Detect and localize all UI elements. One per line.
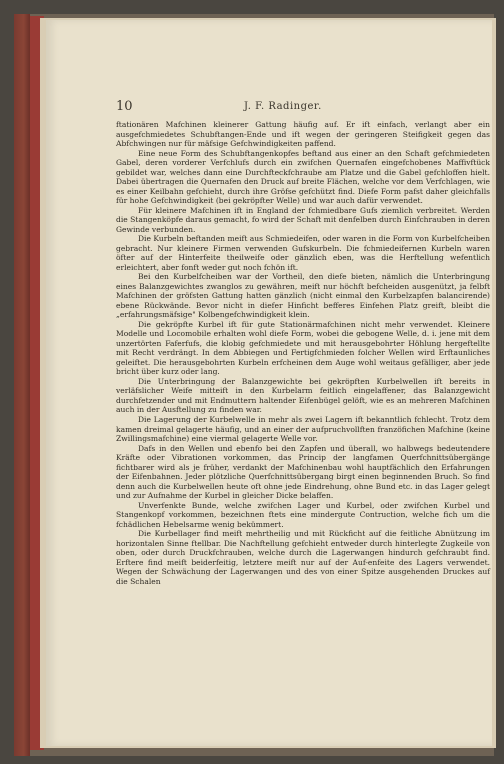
- body-text: [116, 120, 490, 586]
- page-number: 10: [116, 99, 133, 114]
- page-header: [116, 99, 486, 113]
- paragraph: Die Kurbellager find meift mehrtheilig und mit Rückficht auf die feitliche Abnützung im horizontalen Sinne ftellbar. Die Nachftellung gefchieht entweder durch hinterlegte Zugkeile von oben, oder durch Druckfchrauben, welche durch die Lagerwangen hindurch gefchraubt find. Erftere find meift beiderfeitig, letztere meift nur auf der Auf-enfeite des Lagers verwendet. Wegen der Schwächung der Lagerwangen und des von einer Spitze ausgehenden Druckes auf die Schalen: [116, 529, 490, 586]
- paragraph: Eine neue Form des Schubftangenkopfes beftand aus einer an den Schaft gefchmiedeten Gabel, deren vorderer Verfchlufs durch ein zwifchen Quernafen eingefchobenes Maffivftück gebildet war, welches dann eine Durchfteckfchraube am Platze und die Gabel gefchloffen hielt. Dabei übertragen die Quernafen den Druck auf breite Flächen, welche vor dem Verfchlagen, wie es einer Keilbahn gefchieht, durch ihre Gröfse gefchützt find. Diefe Form pafst daher gleichfalls für hohe Gefchwindigkeit (bei gekröpfter Welle) und war auch dafür verwendet.: [116, 148, 490, 206]
- paragraph: Dafs in den Wellen und ebenfo bei den Zapfen und überall, wo halbwegs bedeutendere Kräfte oder Vibrationen vorkommen, das Princip der langfamen Querfchnittsübergänge fichtbarer wird als je früher, verdankt der Mafchinenbau wohl hauptfächlich den Erfahrungen der Eifenbahnen. Jeder plötzliche Querfchnittsübergang birgt einen beginnenden Bruch. So find denn auch die Kurbelwellen heute oft ohne jede Eindrehung, ohne Bund etc. in das Lager gelegt und zur Aufnahme der Kurbel in gleicher Dicke belaffen.: [116, 443, 490, 501]
- book-spine: [14, 14, 30, 756]
- paragraph: Die Unterbringung der Balanzgewichte bei gekröpften Kurbelwellen ift bereits in verläfslicher Weife mitteift in den Kurbelarm feitlich eingelaffener, das Balanzgewicht durchfetzender und mit Endmuttern haltender Eifenbügel gelöft, wie es an mehreren Mafchinen auch in der Ausftellung zu finden war.: [116, 376, 490, 415]
- paragraph: Unverfenkte Bunde, welche zwifchen Lager und Kurbel, oder zwifchen Kurbel und Stangenkopf vorkommen, bezeichnen ftets eine mindergute Contruction, welche fich um die fchädlichen Hebelsarme wenig bekümmert.: [116, 500, 490, 529]
- paragraph: Die Lagerung der Kurbelwelle in mehr als zwei Lagern ift bekanntlich fchlecht. Trotz dem kamen dreimal gelagerte häufig, und an einer der aufpruchvollften franzöfichen Mafchine (keine Zwillingsmafchine) eine viermal gelagerte Welle vor.: [116, 414, 490, 444]
- paragraph: Für kleinere Mafchinen ift in England der fchmiedbare Gufs ziemlich verbreitet. Werden die Stangenköpfe daraus gemacht, fo wird der Schaft mit denfelben durch Einfchrauben in deren Gewinde verbunden.: [116, 205, 490, 234]
- paragraph: Die gekröpfte Kurbel ift für gute Stationärmafchinen nicht mehr verwendet. Kleinere Modelle und Locomobile erhalten wohl diefe Form, wobei die gebogene Welle, d. i. jene mit dem unzertörten Faferfufs, die klobig gefchmiedete und mit herausgebohrter Höhlung hergeftellte mit Recht verdrängt. In dem Abbiegen und Fertigfchmieden folcher Wellen wird Erftaunliches geleiftet. Die herausgebohrten Kurbeln erfcheinen dem Auge wohl weitaus gefälliger, aber jede bricht über kurz oder lang.: [116, 319, 490, 377]
- running-head: J. F. Radinger.: [244, 101, 322, 112]
- paragraph: ftationären Mafchinen kleinerer Gattung häufig auf. Er ift einfach, verlangt aber ein ausgefchmiedetes Schubftangen-Ende und ift wegen der geringeren Steifigkeit gegen das Abfchwingen nur für mäfsige Gefchwindigkeiten paffend.: [116, 120, 490, 149]
- paragraph: Bei den Kurbelfcheiben war der Vortheil, den diefe bieten, nämlich die Unterbringung eines Balanzgewichtes zwanglos zu gewähren, meift nur höchft befcheiden ausgenützt, ja felbft Mafchinen der gröfsten Gattung hatten gänzlich (nicht einmal den Kurbelzapfen balancirende) ebene Rückwände. Bevor nicht in diefer Hinficht befferes Einfehen Platz greift, bleibt die „erfahrungsmäfsige" Kolbengefchwindigkeit klein.: [116, 272, 490, 320]
- paragraph: Die Kurbeln beftanden meift aus Schmiedeifen, oder waren in die Form von Kurbelfcheiben gebracht. Nur kleinere Firmen verwenden Gufskurbeln. Die fchmiedeifernen Kurbeln waren öfter auf der Hinterfeite theilweife oder gänzlich eben, was die Herftellung wefentlich erleichtert, aber fonft weder gut noch fchön ift.: [116, 234, 490, 272]
